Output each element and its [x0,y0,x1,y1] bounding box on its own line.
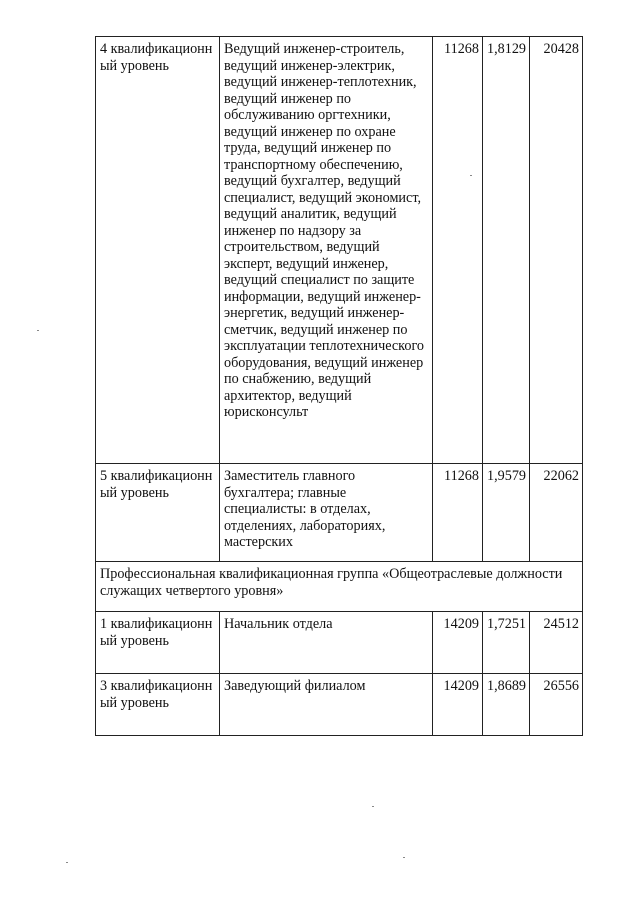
table-row [96,674,583,736]
coefficient-cell: 1,8129 [483,37,530,464]
group-header-row [96,562,583,612]
scan-speck [372,806,374,807]
salary-table [95,36,583,736]
base-salary-cell: 14209 [433,612,483,674]
qualification-level-cell: 1 квалификационный уровень [96,612,220,674]
scan-speck [403,857,405,858]
salary-cell: 24512 [530,612,583,674]
table-row [96,37,583,464]
qualification-level-cell: 5 квалификационный уровень [96,464,220,562]
scan-speck [66,862,68,863]
base-salary-cell: 11268 [433,464,483,562]
qualification-level-cell: 4 квалификационный уровень [96,37,220,464]
scan-speck [37,330,39,331]
positions-cell: Заместитель главного бухгалтера; главные специалисты: в отделах, отделениях, лабораториях, мастерских [220,464,433,562]
base-salary-cell: 11268 [433,37,483,464]
coefficient-cell: 1,7251 [483,612,530,674]
scan-speck [470,175,472,176]
table-row [96,464,583,562]
salary-cell: 20428 [530,37,583,464]
group-header: Профессиональная квалификационная группа «Общеотраслевые должности служащих четвертого уровня» [96,562,583,612]
salary-cell: 22062 [530,464,583,562]
positions-cell: Начальник отдела [220,612,433,674]
positions-cell: Заведующий филиалом [220,674,433,736]
salary-cell: 26556 [530,674,583,736]
coefficient-cell: 1,9579 [483,464,530,562]
table-row [96,612,583,674]
qualification-level-cell: 3 квалификационный уровень [96,674,220,736]
positions-cell: Ведущий инженер-строитель, ведущий инженер-электрик, ведущий инженер-теплотехник, ведущий инженер по обслуживанию оргтехники, ведущий инженер по охране труда, ведущий инженер по транспортному обеспечению, ведущий бухгалтер, ведущий специалист, ведущий экономист, ведущий аналитик, ведущий инженер по надзору за строительством, ведущий эксперт, ведущий инженер, ведущий специалист по защите информации, ведущий инженер-энергетик, ведущий инженер-сметчик, ведущий инженер по эксплуатации теплотехнического оборудования, ведущий инженер по снабжению, ведущий архитектор, ведущий юрисконсульт [220,37,433,464]
coefficient-cell: 1,8689 [483,674,530,736]
base-salary-cell: 14209 [433,674,483,736]
